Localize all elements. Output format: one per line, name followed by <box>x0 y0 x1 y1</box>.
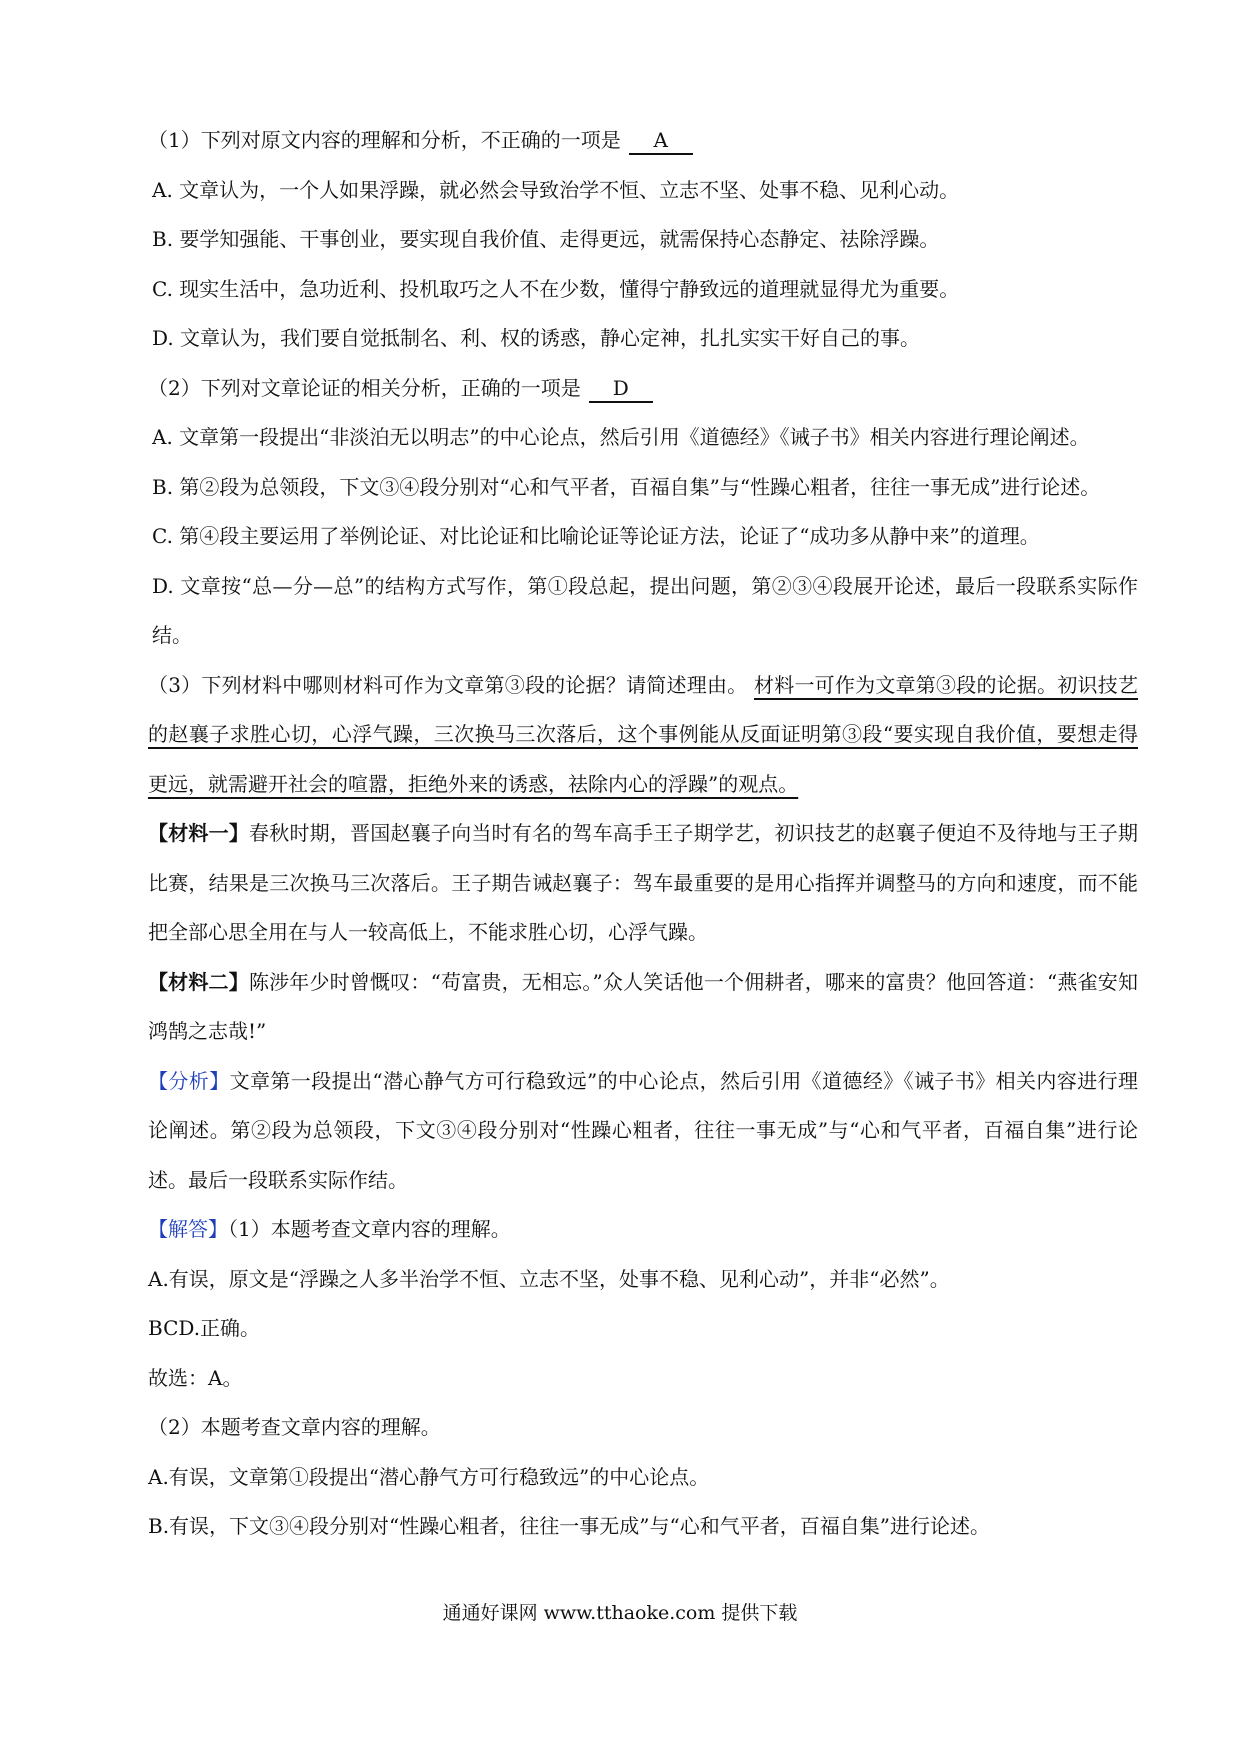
question-2 <box>148 364 1138 414</box>
analysis <box>148 1057 1138 1206</box>
material-1-label: 【材料一】 <box>148 821 250 845</box>
solution-first-line: （1）本题考查文章内容的理解。 <box>228 1217 511 1241</box>
solution-line: A.有误，文章第①段提出“潜心静气方可行稳致远”的中心论点。 <box>148 1464 710 1489</box>
page-footer: 通通好课网 www.tthaoke.com 提供下载 <box>442 1602 798 1624</box>
question-1-stem: （1）下列对原文内容的理解和分析，不正确的一项是 <box>148 128 621 152</box>
solution-label: 【解答】 <box>148 1217 228 1241</box>
question-2-stem: （2）下列对文章论证的相关分析，正确的一项是 <box>148 375 581 400</box>
solution-line: 故选：A。 <box>148 1365 243 1390</box>
question-1 <box>148 116 1138 166</box>
analysis-text: 文章第一段提出“潜心静气方可行稳致远”的中心论点，然后引用《道德经》《诫子书》相关内容进行理论阐述。第②段为总领段，下文③④段分别对“性躁心粗者，往往一事无成”与“心和气平者，百福自集”进行论述。最后一段联系实际作结。 <box>148 1068 1139 1192</box>
solution <box>148 1205 1138 1255</box>
question-1-option-d: D. 文章认为，我们要自觉抵制名、利、权的诱惑，静心定神，扎扎实实干好自己的事。 <box>152 326 921 350</box>
question-2-option-c: C. 第④段主要运用了举例论证、对比论证和比喻论证等论证方法，论证了“成功多从静中来”的道理。 <box>152 524 1040 548</box>
question-2-option-a: A. 文章第一段提出“非淡泊无以明志”的中心论点，然后引用《道德经》《诫子书》相关内容进行理论阐述。 <box>152 425 1090 449</box>
question-3-stem: （3）下列材料中哪则材料可作为文章第③段的论据？请简述理由。 <box>148 672 748 697</box>
question-2-option-b: B. 第②段为总领段，下文③④段分别对“心和气平者，百福自集”与“性躁心粗者，往往一事无成”进行论述。 <box>152 474 1101 499</box>
material-2-text: 陈涉年少时曾慨叹：“苟富贵，无相忘。”众人笑话他一个佣耕者，哪来的富贵？他回答道：“燕雀安知鸿鹄之志哉!” <box>148 969 1138 1043</box>
analysis-label: 【分析】 <box>148 1068 230 1093</box>
solution-line: BCD.正确。 <box>148 1316 261 1340</box>
question-1-answer: A <box>629 127 693 155</box>
material-1-text: 春秋时期，晋国赵襄子向当时有名的驾车高手王子期学艺，初识技艺的赵襄子便迫不及待地与王子期比赛，结果是三次换马三次落后。王子期告诫赵襄子：驾车最重要的是用心指挥并调整马的方向和速度，而不能把全部心思全用在与人一较高低上，不能求胜心切，心浮气躁。 <box>148 821 1139 944</box>
question-3 <box>148 661 1138 810</box>
question-1-option-b: B. 要学知强能、干事创业，要实现自我价值、走得更远，就需保持心态静定、祛除浮躁。 <box>152 227 940 251</box>
question-1-option-a: A. 文章认为，一个人如果浮躁，就必然会导致治学不恒、立志不坚、处事不稳、见利心动。 <box>152 177 960 202</box>
material-2-label: 【材料二】 <box>148 969 249 994</box>
question-2-option-d: D. 文章按“总—分—总”的结构方式写作，第①段总起，提出问题，第②③④段展开论述，最后一段联系实际作结。 <box>152 573 1138 647</box>
document-body <box>148 116 1138 1552</box>
material-2 <box>148 958 1138 1057</box>
question-2-answer: D <box>589 375 653 403</box>
question-1-option-c: C. 现实生活中，急功近利、投机取巧之人不在少数，懂得宁静致远的道理就显得尤为重要。 <box>152 276 960 301</box>
solution-line: （2）本题考查文章内容的理解。 <box>148 1415 441 1439</box>
material-1 <box>148 809 1138 958</box>
solution-line: B.有误，下文③④段分别对“性躁心粗者，往往一事无成”与“心和气平者，百福自集”进行论述。 <box>148 1514 990 1538</box>
question-3-answer: 材料一可作为文章第③段的论据。初识技艺的赵襄子求胜心切，心浮气躁，三次换马三次落后，这个事例能从反面证明第③段“要实现自我价值，要想走得更远，就需避开社会的喧嚣，拒绝外来的诱惑，祛除内心的浮躁”的观点。 <box>148 672 1139 796</box>
solution-line: A.有误，原文是“浮躁之人多半治学不恒、立志不坚，处事不稳、见利心动”，并非“必然”。 <box>148 1266 950 1291</box>
